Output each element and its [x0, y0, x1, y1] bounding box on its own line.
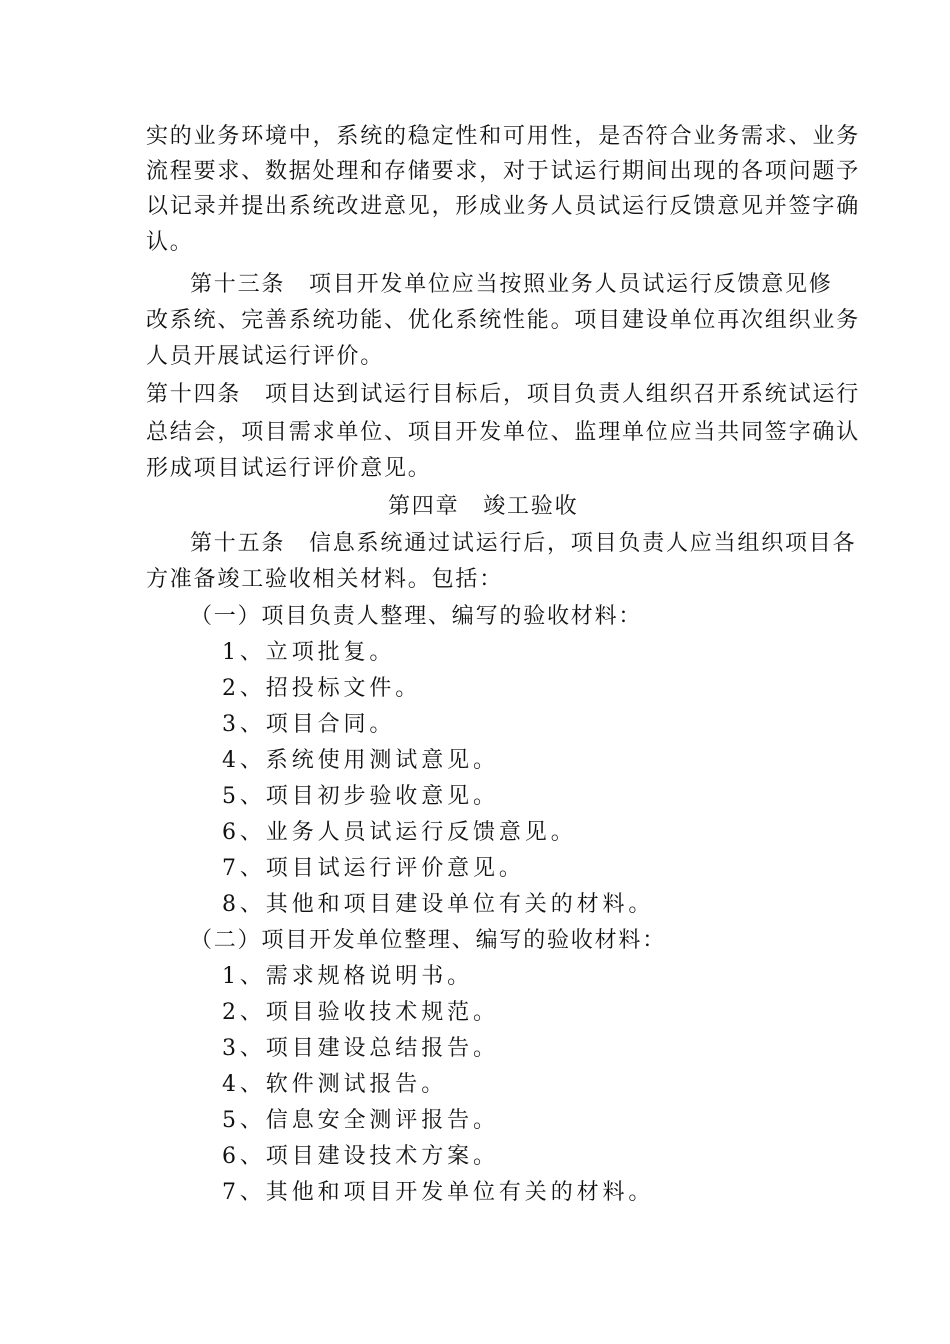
list-item: 3、项目合同。	[222, 712, 396, 737]
list-item: 2、项目验收技术规范。	[222, 1000, 499, 1025]
list-item: 4、系统使用测试意见。	[222, 748, 499, 773]
list-item: 5、项目初步验收意见。	[222, 784, 499, 809]
paragraph-line: 流程要求、数据处理和存储要求，对于试运行期间出现的各项问题予	[146, 159, 861, 184]
list-item: 8、其他和项目建设单位有关的材料。	[222, 892, 655, 917]
list-item: 4、软件测试报告。	[222, 1072, 448, 1097]
section-two-heading: （二）项目开发单位整理、编写的验收材料：	[190, 928, 667, 953]
list-item: 1、需求规格说明书。	[222, 964, 473, 989]
article-14-heading: 第十四条 项目达到试运行目标后，项目负责人组织召开系统试运行	[146, 382, 861, 407]
section-one-heading: （一）项目负责人整理、编写的验收材料：	[190, 604, 643, 629]
paragraph-line: 以记录并提出系统改进意见，形成业务人员试运行反馈意见并签字确	[146, 194, 861, 219]
paragraph-line: 形成项目试运行评价意见。	[146, 456, 432, 481]
chapter-4-title: 第四章 竣工验收	[388, 494, 579, 519]
list-item: 6、业务人员试运行反馈意见。	[222, 820, 577, 845]
article-13-heading: 第十三条 项目开发单位应当按照业务人员试运行反馈意见修	[190, 272, 833, 297]
list-item: 7、其他和项目开发单位有关的材料。	[222, 1180, 655, 1205]
paragraph-line: 方准备竣工验收相关材料。包括：	[146, 567, 504, 592]
list-item: 6、项目建设技术方案。	[222, 1144, 499, 1169]
list-item: 7、项目试运行评价意见。	[222, 856, 525, 881]
list-item: 3、项目建设总结报告。	[222, 1036, 499, 1061]
paragraph-line: 实的业务环境中，系统的稳定性和可用性，是否符合业务需求、业务	[146, 124, 861, 149]
list-item: 1、立项批复。	[222, 640, 396, 665]
paragraph-line: 总结会，项目需求单位、项目开发单位、监理单位应当共同签字确认	[146, 420, 861, 445]
paragraph-line: 人员开展试运行评价。	[146, 344, 385, 369]
list-item: 5、信息安全测评报告。	[222, 1108, 499, 1133]
article-15-heading: 第十五条 信息系统通过试运行后，项目负责人应当组织项目各	[190, 531, 857, 556]
paragraph-line: 认。	[146, 230, 194, 255]
list-item: 2、招投标文件。	[222, 676, 422, 701]
paragraph-line: 改系统、完善系统功能、优化系统性能。项目建设单位再次组织业务	[146, 308, 861, 333]
